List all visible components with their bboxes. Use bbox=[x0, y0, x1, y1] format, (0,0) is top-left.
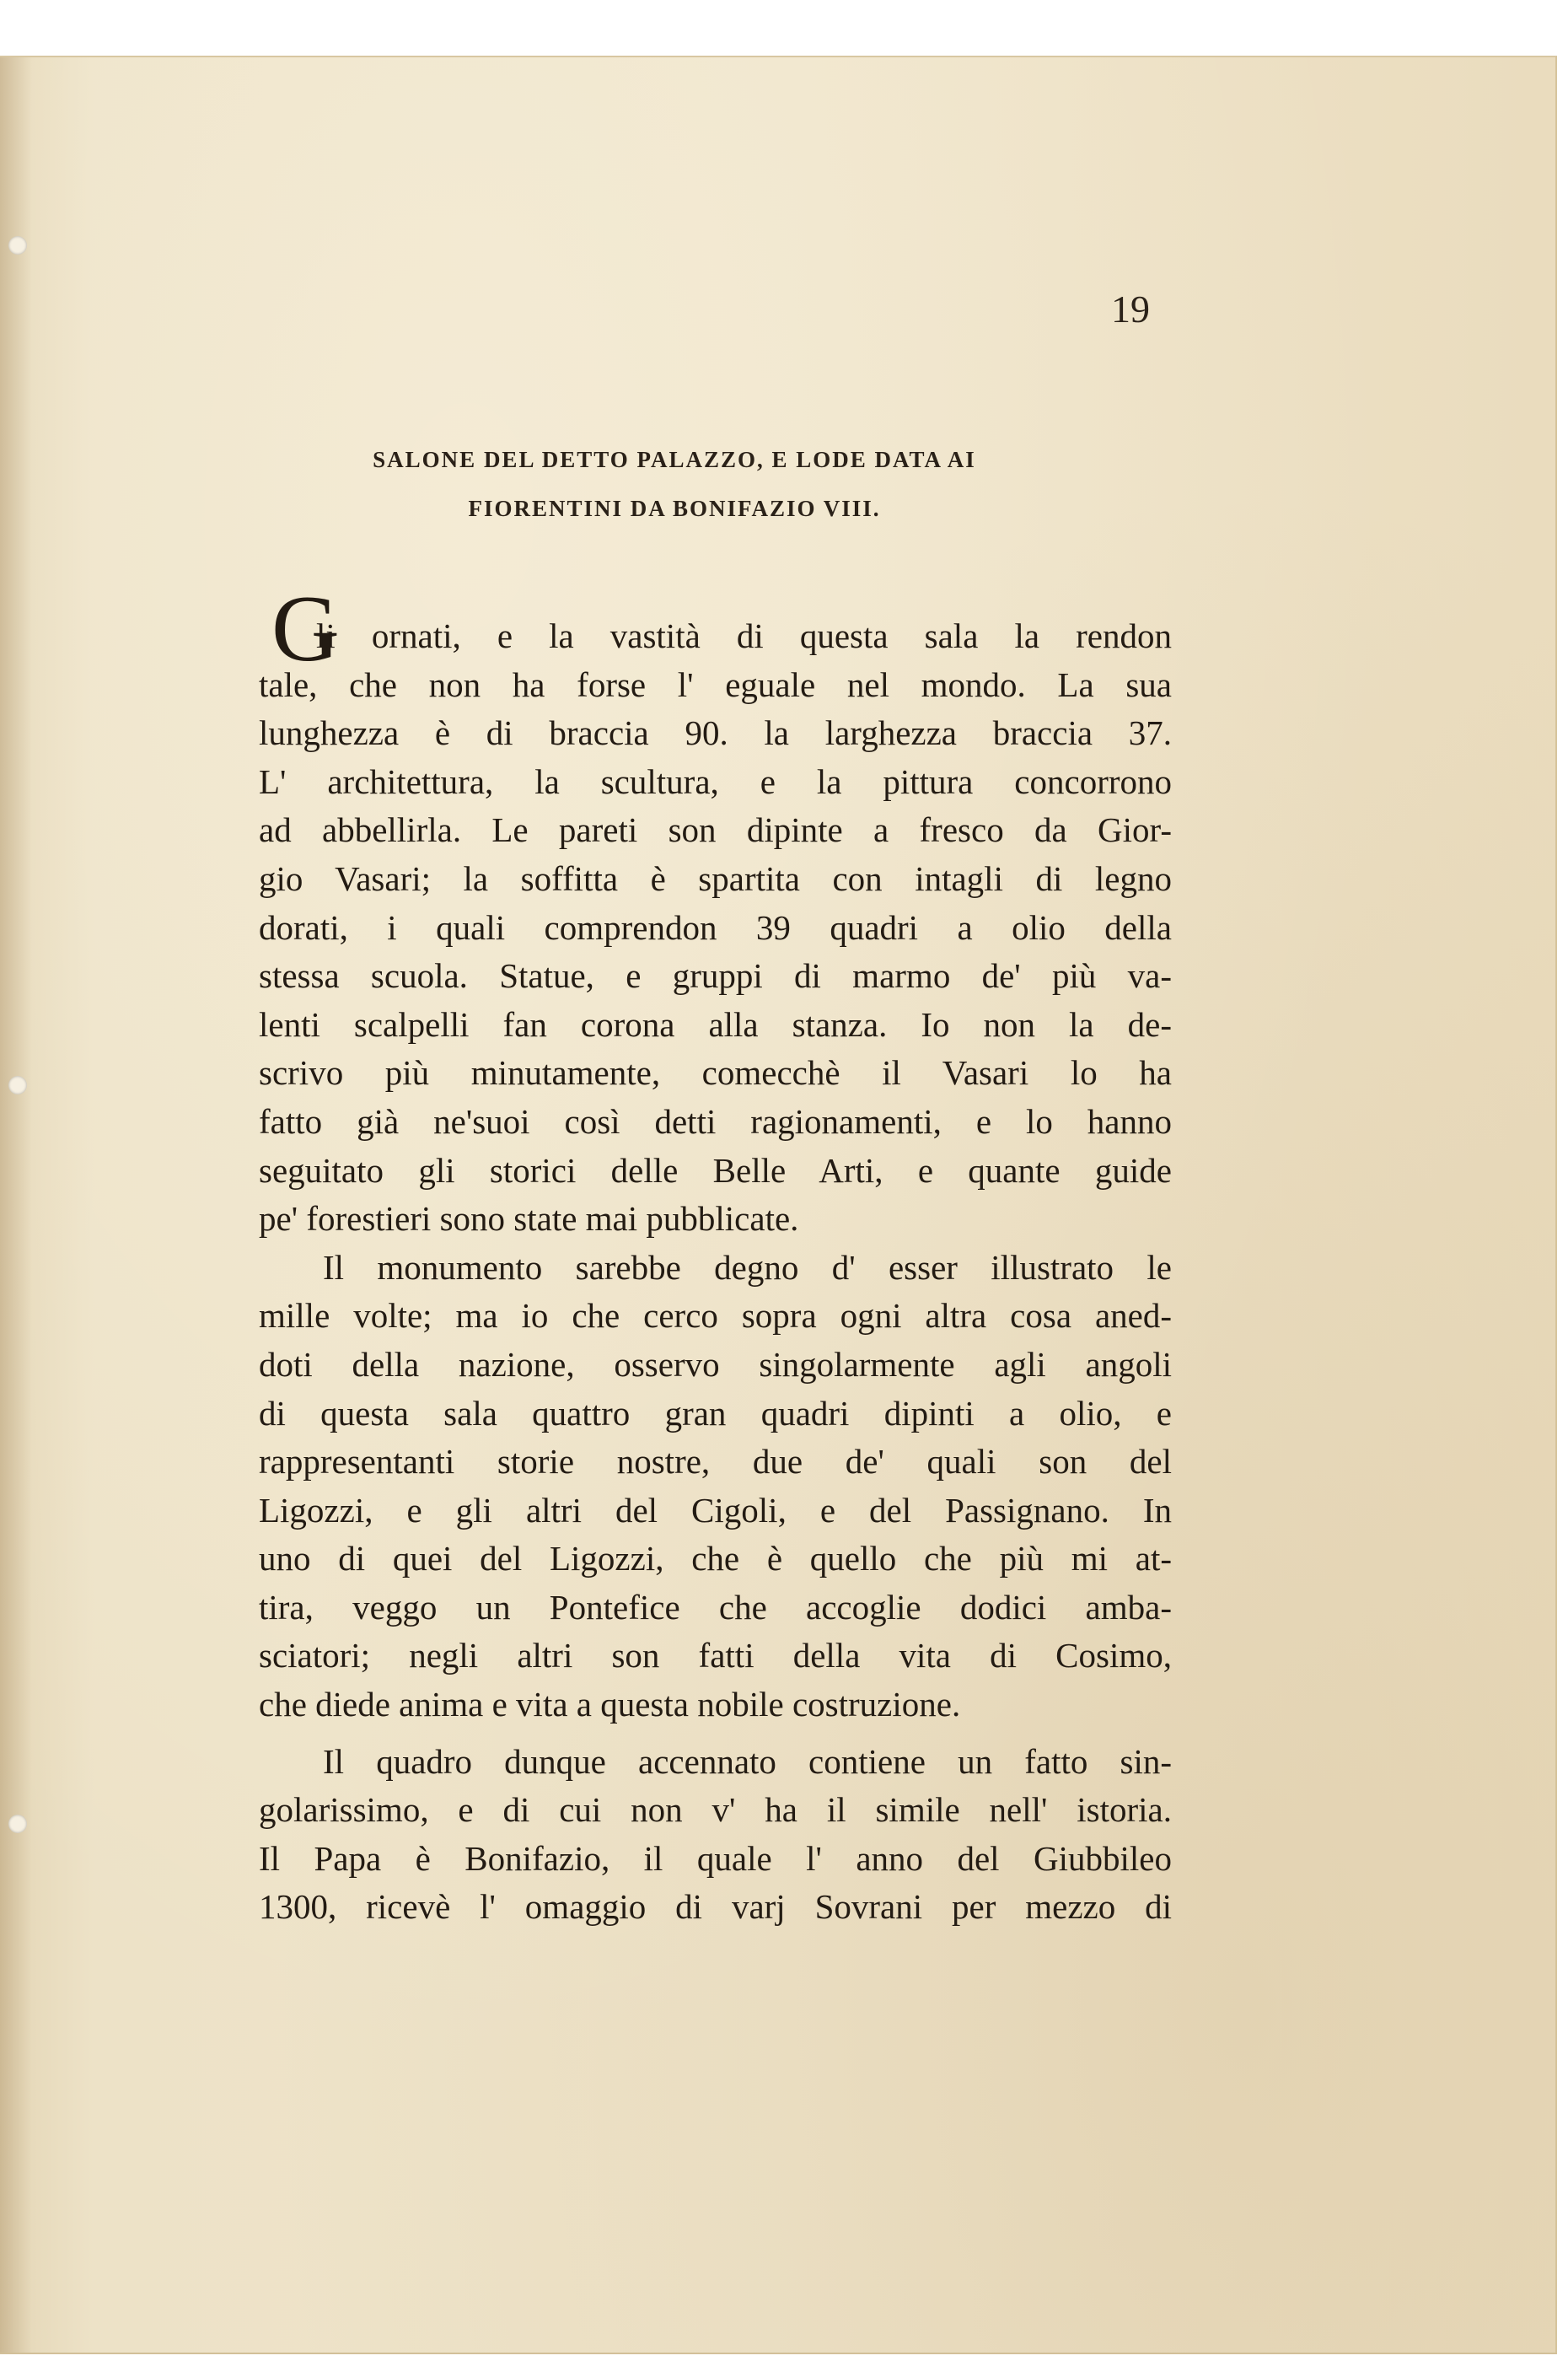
heading-line: FIORENTINI DA BONIFAZIO VIII. bbox=[468, 496, 881, 521]
heading-line: SALONE DEL DETTO PALAZZO, E LODE DATA AI bbox=[373, 447, 976, 472]
text-line: Il Papa è Bonifazio, il quale l' anno del Giubbileo bbox=[259, 1838, 1172, 1878]
text-line: L' architettura, la scultura, e la pittura concorrono bbox=[259, 761, 1172, 801]
text-line: che diede anima e vita a questa nobile costruzione. bbox=[259, 1685, 961, 1724]
text-line: sciatori; negli altri son fatti della vita di Cosimo, bbox=[259, 1636, 1172, 1675]
stitch-hole bbox=[8, 1815, 27, 1833]
text-line: 1300, ricevè l' omaggio di varj Sovrani per mezzo di bbox=[259, 1887, 1172, 1927]
text-line: lenti scalpelli fan corona alla stanza. Io non la de- bbox=[259, 1004, 1172, 1044]
paragraph-gap bbox=[259, 1729, 1172, 1738]
text-line: di questa sala quattro gran quadri dipinti a olio, e bbox=[259, 1393, 1172, 1433]
text-line: mille volte; ma io che cerco sopra ogni altra cosa aned- bbox=[259, 1296, 1172, 1336]
page-number: 19 bbox=[1111, 288, 1150, 331]
text-line: tira, veggo un Pontefice che accoglie dodici amba- bbox=[259, 1587, 1172, 1627]
text-line: Ligozzi, e gli altri del Cigoli, e del Passignano. In bbox=[259, 1490, 1172, 1530]
text-line: dorati, i quali comprendon 39 quadri a olio della bbox=[259, 907, 1172, 947]
text-line: ad abbellirla. Le pareti son dipinte a fresco da Gior- bbox=[259, 810, 1172, 850]
text-line: seguitato gli storici delle Belle Arti, e quante guide bbox=[259, 1150, 1172, 1190]
stitch-hole bbox=[8, 1076, 27, 1094]
text-line: lunghezza è di braccia 90. la larghezza braccia 37. bbox=[259, 713, 1172, 753]
body-text bbox=[259, 612, 1172, 1932]
text-line: Il monumento sarebbe degno d' esser illustrato le bbox=[323, 1247, 1172, 1287]
text-line: doti della nazione, osservo singolarmente agli angoli bbox=[259, 1344, 1172, 1384]
text-line: stessa scuola. Statue, e gruppi di marmo de' più va- bbox=[259, 956, 1172, 996]
drop-cap: G bbox=[271, 577, 340, 681]
binding-edge bbox=[0, 57, 32, 2353]
text-line: fatto già ne'suoi così detti ragionamenti, e lo hanno bbox=[259, 1101, 1172, 1141]
text-line: golarissimo, e di cui non v' ha il simile nell' istoria. bbox=[259, 1790, 1172, 1830]
text-line: gio Vasari; la soffitta è spartita con intagli di legno bbox=[259, 858, 1172, 898]
text-line: pe' forestieri sono state mai pubblicate. bbox=[259, 1199, 799, 1239]
text-line: Il quadro dunque accennato contiene un fatto sin- bbox=[323, 1741, 1172, 1781]
stitch-hole bbox=[8, 236, 27, 255]
text-line: li ornati, e la vastità di questa sala la rendon bbox=[316, 616, 1172, 655]
text-line: uno di quei del Ligozzi, che è quello che più mi at- bbox=[259, 1539, 1172, 1578]
text-line: rappresentanti storie nostre, due de' quali son del bbox=[259, 1442, 1172, 1482]
text-line: scrivo più minutamente, comecchè il Vasari lo ha bbox=[259, 1053, 1172, 1093]
chapter-heading bbox=[253, 435, 1096, 533]
text-line: tale, che non ha forse l' eguale nel mondo. La sua bbox=[259, 664, 1172, 704]
